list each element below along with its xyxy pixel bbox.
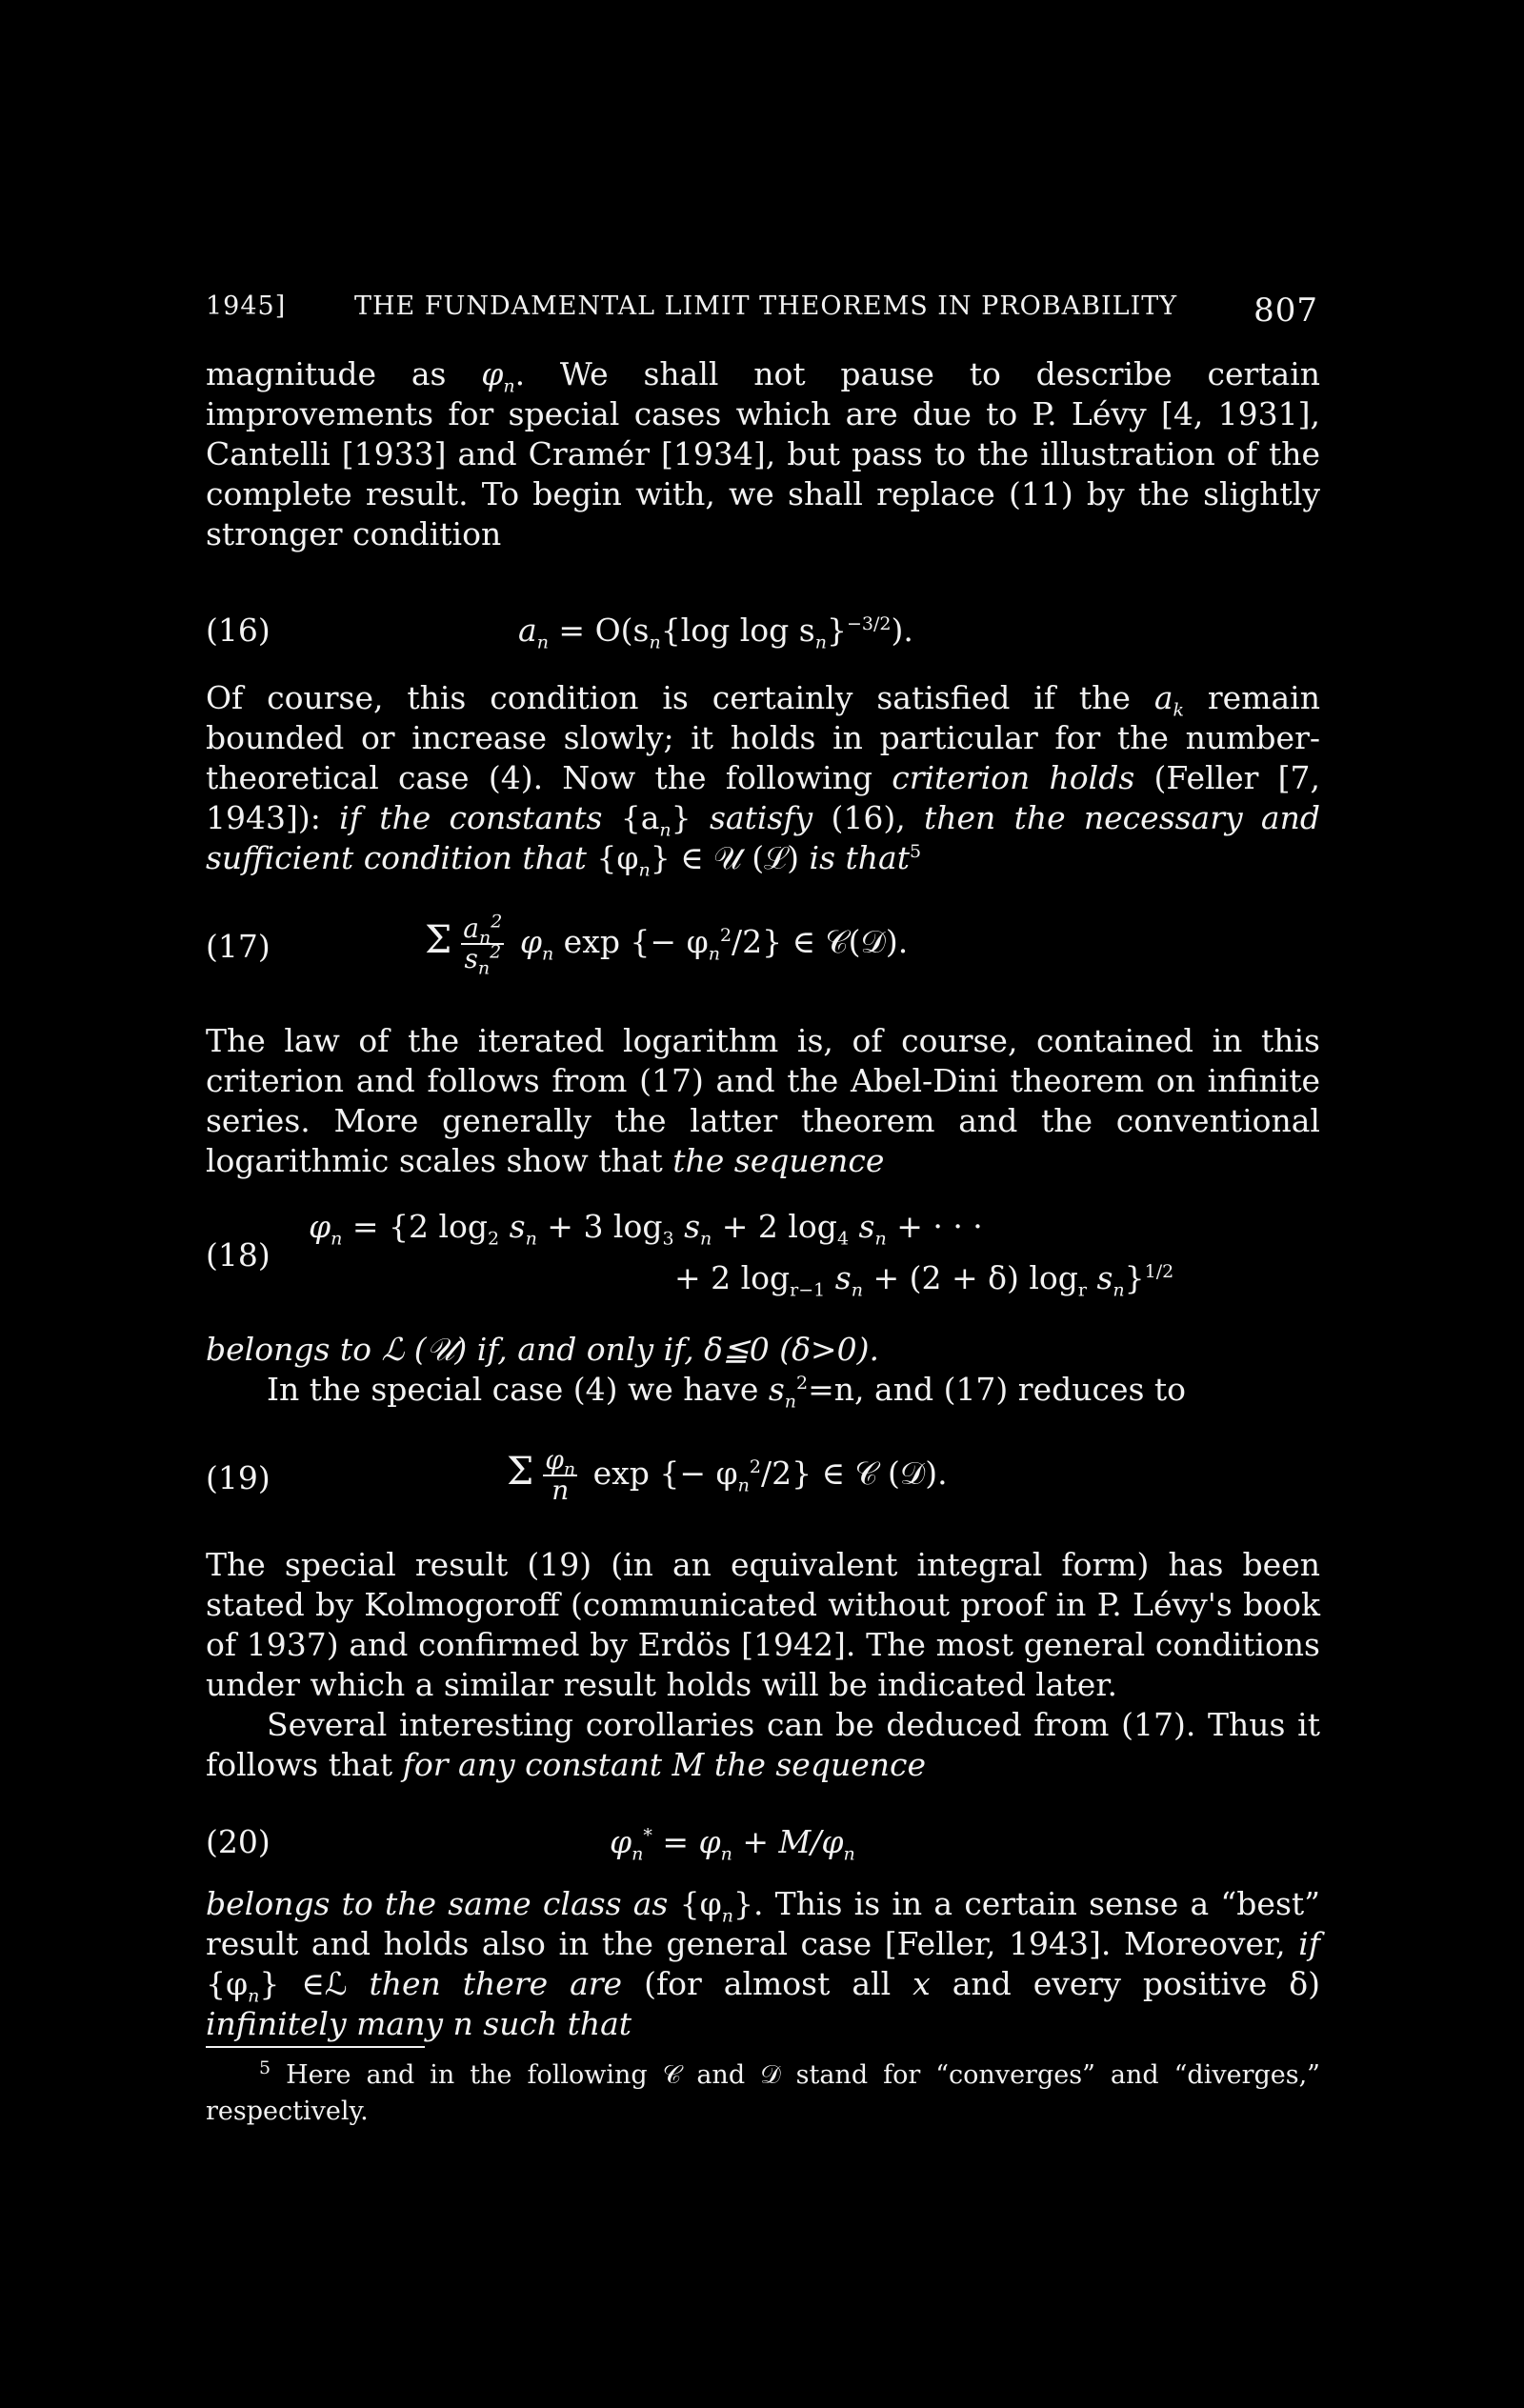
eq17-numerator	[461, 911, 504, 949]
eq19-rest: exp {− φ	[583, 1455, 738, 1492]
p6-e: {φ	[206, 1965, 249, 2002]
p2-k: {φ	[586, 839, 639, 876]
equation-17-body	[425, 911, 909, 979]
eq20-rest-sub: n	[720, 1843, 732, 1865]
equation-18-line-2	[674, 1259, 1174, 1301]
eq17-mid-sub: n	[541, 943, 554, 965]
p2-c: criterion holds	[892, 759, 1135, 796]
header-title: THE FUNDAMENTAL LIMIT THEOREMS IN PROBABILITY	[354, 291, 1178, 321]
eq17-den-sq: 2	[490, 941, 502, 963]
p4-b: In the special case (4) we have	[267, 1371, 769, 1408]
equation-19-body	[507, 1446, 948, 1505]
p6-j: infinitely many n such that	[206, 2005, 632, 2042]
eq18-l2e: }	[1124, 1259, 1145, 1296]
equation-number-19: (19)	[206, 1459, 271, 1496]
eq18-s3: 3	[662, 1228, 674, 1250]
equation-16	[206, 612, 1320, 659]
p2-l: } ∈	[650, 839, 714, 876]
p2-d: (Feller [7, 1943]):	[206, 759, 1321, 836]
equation-number-17: (17)	[206, 928, 271, 965]
header-year: 1945]	[206, 291, 287, 321]
footnote-ref-5: 5	[909, 841, 922, 862]
eq18-l1g-sub: n	[874, 1228, 887, 1250]
eq18-l1d: + 3 log	[536, 1208, 663, 1245]
p6-g: then there are	[369, 1965, 623, 2002]
eq18-s2: 2	[488, 1228, 500, 1250]
eq16-exp: −3/2	[846, 613, 892, 634]
p2-j: then the necessary and sufficient condition that	[206, 799, 1320, 876]
p2-sub-n1: n	[659, 819, 672, 841]
eq19-num: φ	[545, 1444, 564, 1475]
p6-d: if	[1298, 1925, 1320, 1962]
running-header	[206, 291, 1318, 330]
eq16-rhs2: {log log s	[660, 612, 815, 649]
eq17-num-sq: 2	[491, 911, 503, 933]
eq17-num: a	[463, 913, 479, 944]
eq16-rhs: = O(s	[548, 612, 650, 649]
eq19-rest2: /2} ∈ 𝒞 (𝒟).	[760, 1455, 948, 1492]
p5-b: Several interesting corollaries can be deduced from (17). Thus it follows that	[206, 1706, 1320, 1783]
p6-c: }. This is in a certain sense a “best” result and holds also in the general case [Feller, 1943]. Moreover,	[206, 1885, 1321, 1962]
eq17-den-sub: n	[477, 957, 491, 979]
p6-x: x	[912, 1965, 931, 2002]
p3-a: The law of the iterated logarithm is, of course, contained in this criterion and follows from (17) and the Abel-Dini theorem on infinite series. More generally the latter theorem and the conventional logarithmic scales show that	[206, 1022, 1320, 1179]
equation-number-16: (16)	[206, 612, 271, 649]
p6-b: {φ	[668, 1885, 722, 1922]
eq18-phi-sub: n	[331, 1228, 343, 1250]
paragraph-4	[206, 1330, 1320, 1413]
p4-c: s	[768, 1371, 785, 1408]
p2-h: satisfy	[709, 799, 813, 836]
eq17-rest2: /2} ∈ 𝒞(𝒟).	[732, 923, 909, 960]
p2-e: if the constants	[339, 799, 603, 836]
p2-ak-sub: k	[1173, 699, 1185, 721]
eq18-l1g: s	[849, 1208, 875, 1245]
eq18-l1b: = {2 log	[342, 1208, 489, 1245]
p2-i: (16),	[812, 799, 924, 836]
eq18-l2b-sub: n	[851, 1279, 863, 1301]
p2-b: remain bounded or increase slowly; it holds in particular for the number-theoretical case (4). Now the following	[206, 679, 1320, 796]
p2-f: {a	[602, 799, 660, 836]
footnote-mark: 5	[259, 2057, 271, 2078]
eq17-rest: exp {− φ	[553, 923, 709, 960]
p2-sub-n2: n	[638, 859, 651, 881]
eq18-l1c: s	[499, 1208, 526, 1245]
eq17-fraction	[461, 911, 504, 979]
eq18-exp: 1/2	[1144, 1261, 1174, 1282]
eq17-rest-sub: n	[708, 943, 720, 965]
equation-19	[206, 1446, 1320, 1522]
eq18-l2d-sub: n	[1113, 1279, 1125, 1301]
eq20-rest: = φ	[652, 1823, 721, 1860]
equation-17	[206, 911, 1320, 991]
equation-20	[206, 1823, 1320, 1871]
eq19-rest-sub: n	[737, 1475, 750, 1496]
eq18-l1f: + 2 log	[712, 1208, 837, 1245]
eq16-sub2: n	[649, 632, 661, 653]
p4-c-sq: 2	[796, 1373, 809, 1394]
eq18-l2b: s	[825, 1259, 852, 1296]
p6-f: } ∈ℒ	[259, 1965, 370, 2002]
p6-sub1: n	[721, 1905, 733, 1927]
footnote-text: Here and in the following 𝒞 and 𝒟 stand for “converges” and “diverges,” respectively.	[206, 2060, 1320, 2126]
equation-number-20: (20)	[206, 1823, 271, 1860]
paragraph-5	[206, 1545, 1320, 1785]
p6-sub2: n	[248, 1985, 260, 2007]
paragraph-3	[206, 1021, 1320, 1181]
eq18-l1e-sub: n	[700, 1228, 712, 1250]
paragraph-6	[206, 1884, 1320, 2044]
eq19-rest-sq: 2	[749, 1456, 761, 1477]
p2-a: Of course, this condition is certainly satisfied if the	[206, 679, 1154, 716]
paragraph-2	[206, 678, 1321, 881]
p1-text-b: . We shall not pause to describe certain improvements for special cases which are due to P. Lévy [4, 1931], Cantelli [1933] and Cramér [1934], but pass to the illustration of the complete result. To begin with, we shall replace (11) by the slightly stronger condition	[206, 355, 1320, 552]
p1-phi: φ	[481, 355, 504, 392]
eq16-end: ).	[891, 612, 913, 649]
p2-g: }	[671, 799, 710, 836]
p3-b: the sequence	[672, 1142, 885, 1179]
eq19-denominator: n	[551, 1475, 570, 1506]
p5-a: The special result (19) (in an equivalent integral form) has been stated by Kolmogoroff (communicated without proof in P. Lévy's book of 1937) and confirmed by Erdös [1942]. The most general conditions under which a similar result holds will be indicated later.	[206, 1546, 1320, 1703]
equation-18	[206, 1208, 1320, 1313]
eq19-num-sub: n	[563, 1458, 576, 1480]
eq18-l2a: + 2 log	[674, 1259, 791, 1296]
eq18-l1c-sub: n	[525, 1228, 537, 1250]
eq16-sub3: n	[814, 632, 827, 653]
p6-h: (for almost all	[622, 1965, 913, 2002]
equation-16-body	[518, 612, 913, 653]
p6-a: belongs to the same class as	[206, 1885, 669, 1922]
eq17-den: s	[464, 943, 478, 974]
eq19-sigma: Σ	[507, 1450, 534, 1494]
eq18-phi: φ	[309, 1208, 331, 1245]
eq20-phi-sub: n	[632, 1843, 644, 1865]
footnote-5	[206, 2057, 1320, 2130]
eq18-l2c: + (2 + δ) log	[862, 1259, 1078, 1296]
eq17-denominator	[461, 941, 504, 979]
p1-sub: n	[503, 375, 515, 397]
eq18-l1e: s	[673, 1208, 701, 1245]
p1-text-a: magnitude as	[206, 355, 482, 392]
equation-number-18: (18)	[206, 1236, 271, 1274]
p4-d: =n, and (17) reduces to	[808, 1371, 1187, 1408]
eq16-sub1: n	[536, 632, 549, 653]
eq18-sr: r	[1077, 1279, 1087, 1301]
eq18-l2d: s	[1086, 1259, 1113, 1296]
p5-c: for any constant M the sequence	[402, 1746, 927, 1783]
p6-i: and every positive δ)	[930, 1965, 1321, 2002]
paragraph-1	[206, 354, 1320, 554]
eq16-lhs: a	[518, 612, 537, 649]
p2-m: 𝒰 (ℒ)	[713, 839, 800, 876]
eq17-num-sub: n	[478, 927, 491, 949]
footnote-rule	[206, 2046, 425, 2048]
p4-c-sub: n	[784, 1391, 797, 1413]
eq20-rest2: + M/φ	[732, 1823, 844, 1860]
eq19-numerator	[543, 1444, 577, 1480]
p2-n: is that	[799, 839, 910, 876]
eq18-s4: 4	[836, 1228, 850, 1250]
eq16-rhs3: }	[826, 612, 847, 649]
equation-20-body	[610, 1823, 855, 1865]
eq19-fraction	[543, 1446, 577, 1505]
eq18-sr1: r−1	[790, 1279, 826, 1301]
page-number: 807	[1253, 291, 1318, 330]
eq17-mid: φ	[510, 923, 542, 960]
equation-18-line-1	[309, 1208, 983, 1250]
eq17-sigma: Σ	[425, 918, 452, 962]
eq20-rest2-sub: n	[843, 1843, 855, 1865]
eq17-rest-sq: 2	[719, 925, 732, 946]
eq20-phi: φ	[610, 1823, 632, 1860]
p4-a: belongs to ℒ (𝒰) if, and only if, δ≦0 (δ>0).	[206, 1331, 879, 1368]
eq18-l1h: + · · ·	[886, 1208, 983, 1245]
eq20-star: *	[643, 1825, 652, 1846]
p2-ak: a	[1153, 679, 1173, 716]
